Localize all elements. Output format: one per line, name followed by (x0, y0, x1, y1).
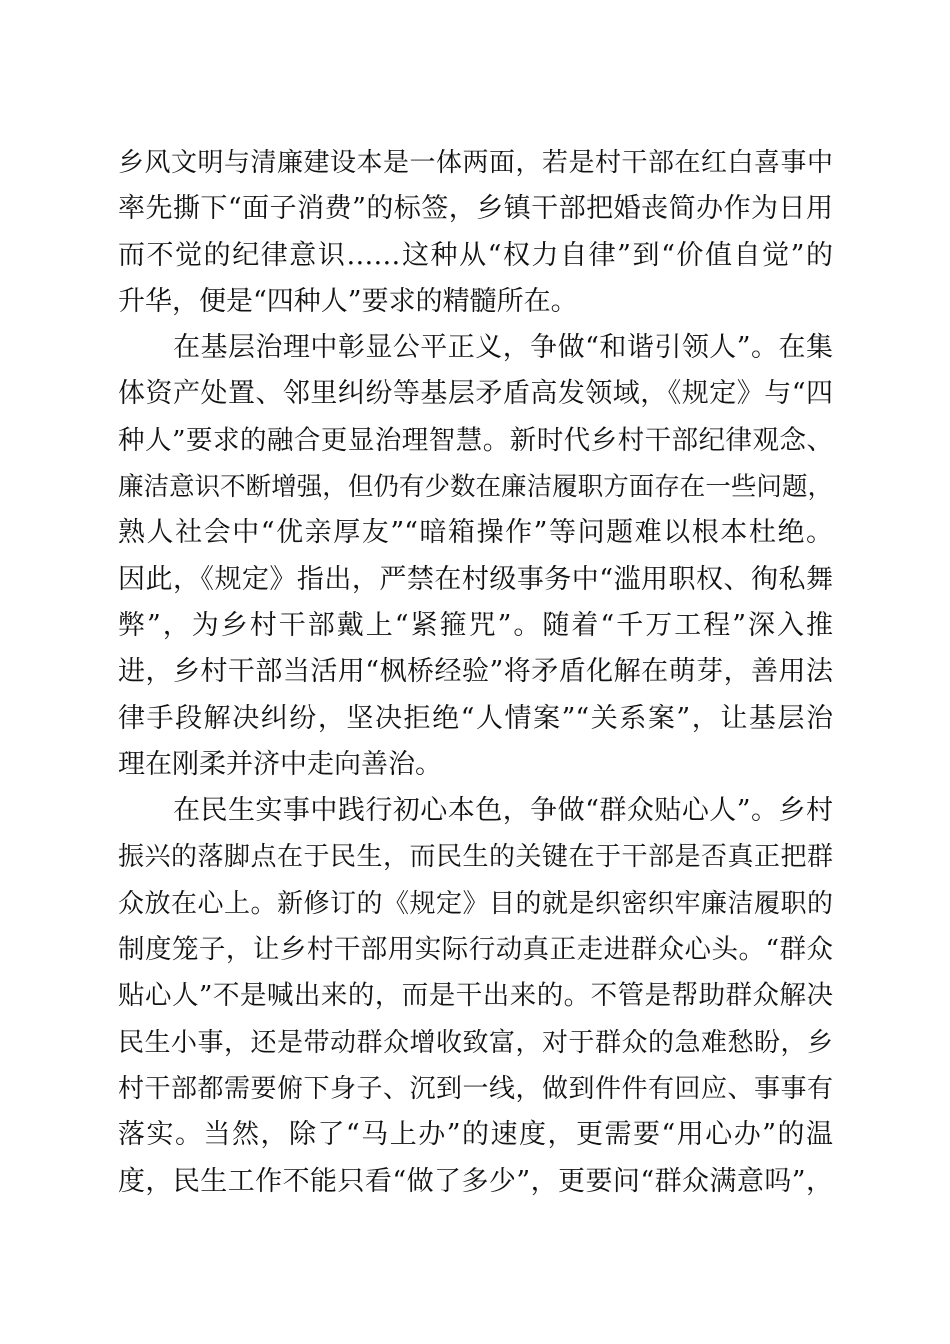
text-line: 度，民生工作不能只看“做了多少”，更要问“群众满意吗”， (118, 1165, 833, 1197)
text-line: 廉洁意识不断增强，但仍有少数在廉洁履职方面存在一些问题， (118, 472, 833, 503)
document-body (118, 140, 833, 1205)
text-line: 律手段解决纠纷，坚决拒绝“人情案”“关系案”，让基层治 (118, 702, 833, 734)
text-line: 制度笼子，让乡村干部用实际行动真正走进群众心头。“群众 (118, 934, 833, 966)
text-line: 在基层治理中彰显公平正义，争做“和谐引领人”。在集 (173, 332, 833, 364)
text-line: 在民生实事中践行初心本色，争做“群众贴心人”。乡村 (173, 795, 833, 827)
text-line: 理在刚柔并济中走向善治。 (118, 748, 442, 780)
text-line: 率先撕下“面子消费”的标签，乡镇干部把婚丧简办作为日用 (118, 193, 833, 225)
text-line: 升华，便是“四种人”要求的精髓所在。 (118, 285, 578, 317)
text-line: 体资产处置、邻里纠纷等基层矛盾高发领域，《规定》与“四 (118, 378, 833, 410)
text-line: 种人”要求的融合更显治理智慧。新时代乡村干部纪律观念、 (118, 424, 833, 456)
text-line: 熟人社会中“优亲厚友”“暗箱操作”等问题难以根本杜绝。 (118, 517, 833, 549)
text-line: 落实。当然，除了“马上办”的速度，更需要“用心办”的温 (118, 1119, 833, 1151)
text-line: 乡风文明与清廉建设本是一体两面，若是村干部在红白喜事中 (118, 148, 833, 178)
text-line: 弊”，为乡村干部戴上“紧箍咒”。随着“千万工程”深入推 (118, 609, 833, 641)
text-line: 贴心人”不是喊出来的，而是干出来的。不管是帮助群众解决 (118, 980, 833, 1012)
text-line: 因此，《规定》指出，严禁在村级事务中“滥用职权、徇私舞 (118, 563, 833, 595)
text-line: 振兴的落脚点在于民生，而民生的关键在于干部是否真正把群 (118, 842, 833, 873)
text-line: 而不觉的纪律意识……这种从“权力自律”到“价值自觉”的 (118, 239, 833, 271)
text-line: 进，乡村干部当活用“枫桥经验”将矛盾化解在萌芽，善用法 (118, 656, 833, 688)
text-line: 众放在心上。新修订的《规定》目的就是织密织牢廉洁履职的 (118, 888, 833, 919)
text-line: 民生小事，还是带动群众增收致富，对于群众的急难愁盼，乡 (118, 1027, 833, 1058)
text-line: 村干部都需要俯下身子、沉到一线，做到件件有回应、事事有 (118, 1073, 833, 1104)
